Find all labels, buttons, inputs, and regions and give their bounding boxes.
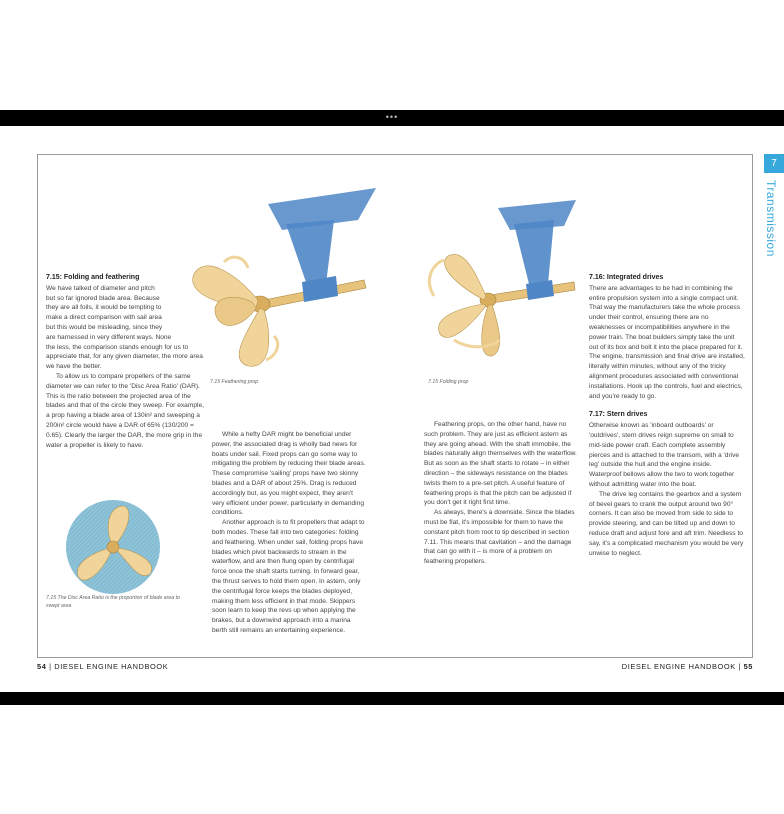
column-2 [212, 430, 366, 636]
footer-title-left: DIESEL ENGINE HANDBOOK [54, 662, 169, 671]
paragraph: While a hefty DAR might be beneficial under power, the associated drag is wholly bad news for boats under sail. Fixed props can go some way to mitigating the problem by reducing their blade areas. These compromise 'sailing' props have two skinny blades and a DAR of about 25%. Drag is reduced accordingly but, as you might expect, they aren't very efficient under power, particularly in demanding conditions. [212, 431, 366, 517]
heading-7-17: 7.17: Stern drives [589, 411, 648, 419]
paragraph: Feathering props, on the other hand, have no such problem. They are just as efficient astern as they are going ahead. With the shaft immobile, the blades naturally align themselves with the waterflow. But as soon as the shaft starts to rotate – in either direction – the sideways resistance on the blades twists them to a pre-set pitch. A useful feature of feathering props is that the pitch can be adjusted if you don't get it right first time. [424, 421, 577, 507]
footer-separator: | [49, 662, 52, 671]
top-toolbar [0, 110, 784, 126]
paragraph: The drive leg contains the gearbox and a system of bevel gears to crank the output around two 90° corners. It can also be moved from side to side to provide steering, and can be tilted up and down to reduce draft and adjust fore and aft trim. Needless to say, it's a complicated mechanism you would be very unwise to neglect. [589, 490, 744, 557]
paragraph: To allow us to compare propellers of the same diameter we can refer to the 'Disc Area Ratio' (DAR). This is the ratio between the projected area of the blades and that of the circle they sweep. For example, a prop having a blade area of 130in² and sweeping a 200in² circle would have a DAR of 65% (130/200 = 0.65). Clearly the larger the DAR, the more grip in the water a propeller is likely to have. [46, 372, 204, 449]
chapter-number-tab[interactable]: 7 [764, 154, 784, 173]
footer-title-right: DIESEL ENGINE HANDBOOK [621, 662, 736, 671]
column-1 [46, 273, 204, 450]
footer-separator: | [738, 662, 741, 671]
folding-prop-illustration [414, 200, 576, 360]
page-number-left: 54 [37, 662, 47, 671]
paragraph: Another approach is to fit propellers that adapt to both modes. These fall into two categories: folding and feathering. When under sail, folding props have blades which pivot backwards to stream in the waterflow, and are then flung open by centrifugal force once the shaft starts turning. In forward gear, the thrust serves to hold them open. In astern, only the centrifugal force keeps the blades deployed, making them less efficient in that mode. Skippers soon learn to keep the revs up when applying the brakes, but a downwind approach into a marina berth still remains an entertaining experience. [212, 519, 365, 634]
column-4 [589, 273, 745, 558]
heading-7-16: 7.16: Integrated drives [589, 274, 664, 281]
caption-line: swept area [46, 603, 72, 609]
bottom-toolbar [0, 692, 784, 705]
menu-dots-icon[interactable]: ••• [385, 112, 399, 122]
footer-left [37, 662, 168, 672]
line: appreciate that, for any given diameter, the more area [46, 353, 203, 361]
line: the less, the comparison stands enough for us to [46, 343, 189, 351]
caption-line: 7.15 The Disc Area Ratio is the proportion of blade area to [46, 595, 180, 601]
column-3 [424, 420, 579, 567]
line: are harnessed in very different ways. None [46, 333, 172, 341]
paragraph: There are advantages to be had in combining the entire propulsion system into a single compact unit. That way the manufacturers take the whole process under their control, ensuring there are no weaknesses or incompatibilities anywhere in the power train. The boat builders simply take the unit out of its box and bolt it into the place prepared for it. The engine, transmission and final drive are installed, literally within minutes, without any of the tricky alignment procedures associated with conventional installations. Hook up the controls, fuel and electrics, and you're ready to go. [589, 284, 745, 400]
page-number-right: 55 [743, 662, 753, 671]
paragraph: As always, there's a downside. Since the blades must be flat, it's impossible for them to have the constant pitch from root to tip described in section 7.11. This means that cavitation – and the damage that can go with it – is more of a problem on feathering propellers. [424, 509, 575, 566]
line: but this would be misleading, since they [46, 323, 163, 331]
footer-right [622, 662, 753, 672]
feathering-prop-illustration [176, 184, 376, 372]
line: we have the better. [46, 363, 102, 371]
disc-area-ratio-illustration [64, 498, 162, 596]
caption-disc-area-ratio [46, 594, 180, 610]
paragraph: Otherwise known as 'inboard outboards' or 'outdrives', stern drives reign supreme on small to mid-side power craft. Each complete assembly pierces and is attached to the transom, with a 'drive leg' outside the hull and the engine inside. Waterproof bellows allow the two to work together without admitting water into the boat. [589, 422, 740, 488]
chapter-title: Transmission [764, 180, 778, 257]
line: We have talked of diameter and pitch [46, 284, 155, 292]
caption-folding-prop: 7.15 Folding prop [428, 379, 469, 385]
heading-7-15: 7.15: Folding and feathering [46, 274, 140, 281]
line: but so far ignored blade area. Because [46, 294, 160, 302]
caption-feathering-prop: 7.15 Feathering prop [210, 379, 259, 385]
line: they are all foils, it would be tempting to [46, 304, 162, 312]
line: make a direct comparison with sail area [46, 314, 162, 322]
